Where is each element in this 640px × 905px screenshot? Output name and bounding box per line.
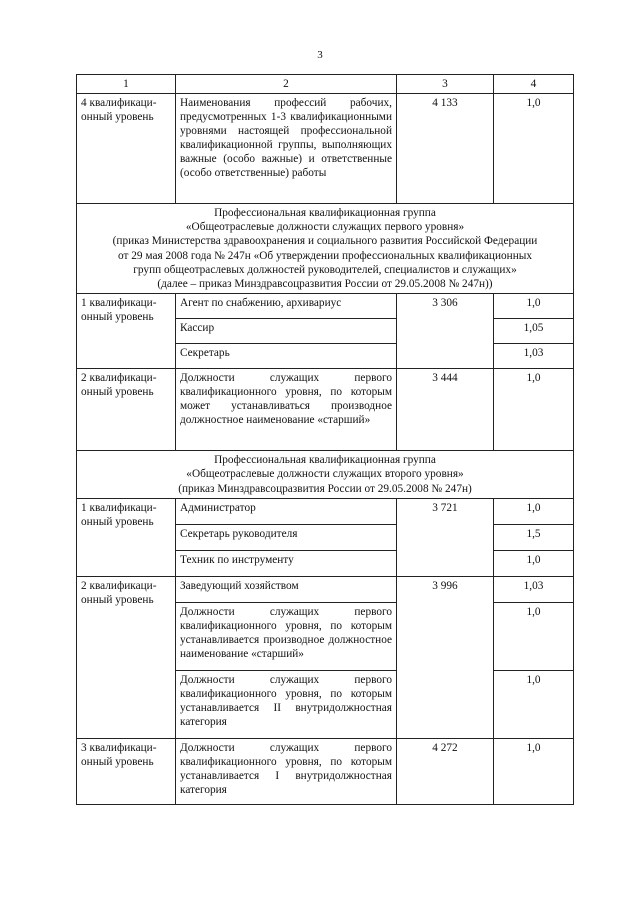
page-number: 3 <box>317 49 323 61</box>
column-header: 1 <box>77 75 176 94</box>
column-header: 2 <box>176 75 397 94</box>
coefficient-value: 1,0 <box>494 498 574 524</box>
group-heading-line: (приказ Минздравсоцразвития России от 29.05.2008 № 247н) <box>178 482 472 495</box>
table-row <box>77 498 574 524</box>
position-name: Наименования профессий рабочих, предусмотренных 1-3 квалификационными уровнями настоящей профессиональной квалификационной группы, выполняющих важные (особо важные) и ответственные (особо ответственные) работы <box>176 94 397 204</box>
group-heading-row <box>77 204 574 294</box>
table-row <box>77 294 574 319</box>
salary-value: 4 133 <box>397 94 494 204</box>
salary-value: 3 721 <box>397 498 494 576</box>
coefficient-value: 1,0 <box>494 738 574 804</box>
group-heading-line: «Общеотраслевые должности служащих первого уровня» <box>185 221 465 234</box>
group-heading-line: «Общеотраслевые должности служащих второго уровня» <box>186 468 464 481</box>
coefficient-value: 1,0 <box>494 550 574 576</box>
coefficient-value: 1,5 <box>494 524 574 550</box>
coefficient-value: 1,0 <box>494 369 574 451</box>
table-row <box>77 738 574 804</box>
qualification-level: 3 квалификаци-онный уровень <box>77 738 176 804</box>
salary-value: 3 306 <box>397 294 494 369</box>
qualification-table <box>76 74 574 805</box>
position-name: Должности служащих первого квалификационного уровня, по которым устанавливается I внутридолжностная категория <box>176 738 397 804</box>
position-name: Должности служащих первого квалификационного уровня, по которым может устанавливаться производное должностное наименование «старший» <box>176 369 397 451</box>
coefficient-value: 1,03 <box>494 344 574 369</box>
qualification-level: 1 квалификаци-онный уровень <box>77 294 176 369</box>
group-heading-line: (далее – приказ Минздравсоцразвития России от 29.05.2008 № 247н)) <box>157 278 493 291</box>
qualification-level: 4 квалификаци-онный уровень <box>77 94 176 204</box>
coefficient-value: 1,05 <box>494 319 574 344</box>
group-heading <box>77 204 574 294</box>
qualification-level: 2 квалификаци-онный уровень <box>77 369 176 451</box>
position-name: Должности служащих первого квалификационного уровня, по которым устанавливается II внутридолжностная категория <box>176 670 397 738</box>
position-name: Заведующий хозяйством <box>176 576 397 602</box>
qualification-level: 1 квалификаци-онный уровень <box>77 498 176 576</box>
table-row <box>77 94 574 204</box>
position-name: Кассир <box>176 319 397 344</box>
table-row <box>77 369 574 451</box>
group-heading-line: групп общеотраслевых должностей руководителей, специалистов и служащих» <box>133 263 517 276</box>
position-name: Администратор <box>176 498 397 524</box>
column-header: 4 <box>494 75 574 94</box>
position-name: Агент по снабжению, архивариус <box>176 294 397 319</box>
coefficient-value: 1,03 <box>494 576 574 602</box>
position-name: Секретарь руководителя <box>176 524 397 550</box>
group-heading-line: (приказ Министерства здравоохранения и социального развития Российской Федерации <box>112 235 538 248</box>
table-header-row <box>77 75 574 94</box>
group-heading-row <box>77 451 574 499</box>
group-heading-line: от 29 мая 2008 года № 247н «Об утверждении профессиональных квалификационных <box>118 249 532 262</box>
salary-value: 3 996 <box>397 576 494 738</box>
position-name: Секретарь <box>176 344 397 369</box>
position-name: Техник по инструменту <box>176 550 397 576</box>
position-name: Должности служащих первого квалификационного уровня, по которым устанавливается производное должностное наименование «старший» <box>176 602 397 670</box>
group-heading-line: Профессиональная квалификационная группа <box>214 454 436 467</box>
group-heading <box>77 451 574 499</box>
coefficient-value: 1,0 <box>494 94 574 204</box>
qualification-level: 2 квалификаци-онный уровень <box>77 576 176 738</box>
group-heading-line: Профессиональная квалификационная группа <box>214 207 436 219</box>
salary-value: 3 444 <box>397 369 494 451</box>
coefficient-value: 1,0 <box>494 602 574 670</box>
table-row <box>77 576 574 602</box>
column-header: 3 <box>397 75 494 94</box>
coefficient-value: 1,0 <box>494 294 574 319</box>
salary-value: 4 272 <box>397 738 494 804</box>
coefficient-value: 1,0 <box>494 670 574 738</box>
